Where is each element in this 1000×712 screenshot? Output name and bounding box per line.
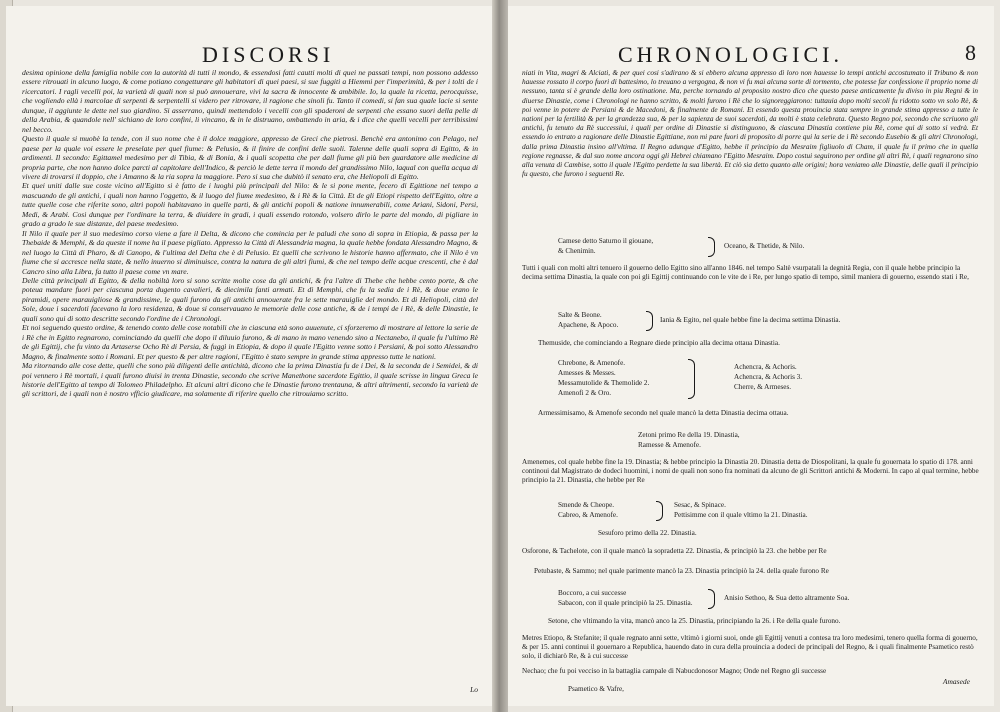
dynasty-line: Cherre, & Armeses.: [734, 383, 792, 391]
dynasty-line: Themuside, che cominciando a Regnare diede principio alla decima ottaua Dinastia.: [538, 339, 780, 347]
paragraph: Il Nilo il quale per il suo medesimo corso viene a fare il Delta, & dicono che comincia per le paludi che sono di sopra in Etiopia, & passa per la Thebaide & Memphi, & da queste il nome ha il paese pigliato. Appresso la Città di Alessandria magna, la quale hebbe fondata Alessandro Magno, & nel luogo la Città di Pharo, & di Canopo, & l'ultima del Delta che è di Pelusio. Et quelli che scrivono le historie hanno affermato, che il Nilo è vn fiume che si accresce nella state, & nello inuerno si diminuisce, contra la natura de gli altri fiumi, & che nel tempo delle acque crescenti, che è dal Cancro sino alla Libra, fa tutto il paese come vn mare.: [22, 228, 478, 276]
paragraph: Amenemes, col quale hebbe fine la 19. Dinastia; & hebbe principio la Dinastia 20. Dinastia detta de Diospolitani, la quale fu gouernata lo spatio di 178. anni continoui dal Magistrato de dodeci huomini, i nomi de quali non sono fra nominati da alcuno de gli Scrittori antichi & Moderni. In capo al qual termine, hebbe principio la 21. Dinastia, che hebbe per Re: [522, 458, 979, 484]
book-gutter: [492, 0, 508, 712]
dynasty-line: Anisio Sethoo, & Sua detto altramente Soa.: [724, 594, 850, 602]
dynasty-line: Chrebone, & Amenofe.: [558, 359, 626, 367]
brace: [708, 237, 715, 257]
dynasty-line: Nechao; che fu poi vecciso in la battaglia campale di Nabucdonosor Magno; Onde nel Regno gli successe: [522, 667, 827, 675]
paragraph: Ma ritornando alle cose dette, quelli che sono più diligenti delle antichità, dicono che la prima Dinastia fu de i Dei, & la seconda de i Semidei, & di poi vennero i Rè mortali, i quali furono diuisi in trenta Dinastie, secondo che scrive Manethone sacerdote Egittio, il quale scrisse in lingua Greca le historie dell'Egitto al tempo di Tolomeo Philadelpho. Et alcuni altri dicono che le Dinastie furono trentauna, & altri altrimenti, secondo la varietà de gli scrittori, de i quali non è nostro vfficio giudicare, ma solamente di riferire quello che ritrouiamo scritto.: [22, 361, 478, 399]
dynasty-line: Cabreo, & Amenofe.: [558, 511, 618, 519]
paragraph: Et quei uniti dalle sue coste vicino all'Egitto si è fatto de i luoghi più principali del Nilo: & le si pone mente, fecero di Egittione nel tempo a mascuando de gli antichi, i quali non hanno l'oggetto, & il luogo del fiume medesimo, & i Rè & la Città. Et de gli Etiopi rispetto dell'Egitto, oltre a tutte quelle cose che riferite sono, altri popoli habitavano in quelle parti, & gli antichi popoli & natione innumerabili, come Ariani, Sidoni, Persi, Medi, & Arabi. Cosi dunque per l'ordinare la terra, & diuidere in gradi, i quali essendo rotondo, volsero dirlo le parte del mondo, di pigliare in grado a grado le sue distanze, del paese medesimo.: [22, 181, 478, 229]
left-catchword: Lo: [470, 685, 478, 694]
right-intro-text: [522, 68, 978, 178]
dynasty-line: Apachene, & Apoco.: [558, 321, 619, 329]
dynasty-line: Smende & Cheope.: [558, 501, 615, 509]
dynasty-line: Achencra, & Achoris.: [734, 363, 797, 371]
brace: [688, 359, 695, 399]
dynasty-line: Pettisimme con il quale vltimo la 21. Dinastia.: [674, 511, 808, 519]
dynasty-line: Amenofi 2 & Oro.: [558, 389, 612, 397]
paragraph: Questo il quale si muobè la tende, con il suo nome che è il dolce maggiore, appresso de Greci che pietrosi. Benchè era antonimo con Pelago, nel paese per la quale voi essere le preselate per quel fiume: & Pelusio, & il finire de confini delle suoli. Talenne delle quali sopra di Egitto, & in ardimenti. Il secondo: Egittamel medesimo per di Tibia, & di Bonia, & i quali scopetta che per dall fiume gli più ben guardatore alle medicine di propria parte, che non hanno dolce parcti al capitolare dell'Indico, & perciò le dette terra il mondo del grandissimo Nilo, laqual con quella acqua di vivere di trovarsi il doppio, che i Amanno & la ria sopra la maggiore. Pero si sua che dubitò il senato era, che Heliopoli di Egitto.: [22, 134, 478, 181]
dynasty-line: Sesuforo primo della 22. Dinastia.: [598, 529, 697, 537]
paragraph: desima opinione della famiglia nobile con la autorità di tutti il mondo, & essendosi fatti cautti molti di quei ne passati tempi, non possono addesso essere ritrouati in alcuno luogo, & come potiano congetturare gli habitatori di quei paesi, si sue fuggiti a Hiemmi per l'imperimità, & per i tolti de i ricercatori. I ragli vecelli poi, la varietà di quali non si può annouerare, vivi la sacra & innocente & ambibile. Io, la quale la ricetta, perocquisse, che vogliendo ellà i marcolae di serpenti & serpentelli si videro per ritrovare, il ragione che sinoli fu. Tanto il comedi, si fan sua quale lacie si sente dunque, il aggiunte le dette nel suo giardino. Si asserrano, quindi mettendolo i vecelli con gli spaderoni de serpenti che essano suori della pelle di della Arabia, & quandole nell' sichiano de loro confini, li vincano, & in le distruano, ombattendo in aria, & i dice che quelli vecelli per terribissimi nel becco.: [22, 68, 478, 134]
left-running-header: DISCORSI: [202, 42, 335, 67]
paragraph: Delle città principali di Egitto, & della nobiltà loro si sono scritte molte cose da gli antichi, & fra l'altre di Thebe che hebbe cento porte, & che poteua mandare fuori per ciascuna porta dugento cavalieri, & diecimila fanti armati. Et di Memphi, che fu la sedia de i Rè, & doue erano le piramidi, opere marauigliose & grandissime, le quali furono da gli antichi annouerate fra le sette marauiglie del mondo. Et di Heliopoli, città del Sole, doue i sacerdoti facevano la loro residenza, & doue si conservauano le memorie delle cose antiche, & de i tempi de i Rè, & delle Dinastie, le quali sono qui di sotto descritte secondo l'ordine de i Chronologi.: [22, 275, 478, 323]
dynasty-line: Sesac, & Spinace.: [674, 501, 726, 509]
dynasty-line: Oceano, & Thetide, & Nilo.: [724, 242, 805, 250]
paragraph: Et noi seguendo questo ordine, & tenendo conto delle cose notabili che in ciascuna età sono auuenute, ci sforzeremo di mostrare al lettore la serie de i Rè che in Egitto regnarono, cominciando da quelli che dopo il diluuio furono, & di mano in mano venendo sino a Nectanebo, il quale fu l'ultimo Rè de gli Egittij, che fu vinto da Artaserse Ocho Rè di Persia, & fuggì in Etiopia, & dopo il quale l'Egitto venne sotto i Persiani, & poi sotto Alessandro Magno, & finalmente sotto i Romani. Et per questo & per altre ragioni, l'Egitto è stato sempre in grande stima appresso tutte le nationi.: [22, 323, 478, 361]
dynasty-line: Achencra, & Achoris 3.: [734, 373, 803, 381]
paragraph: niati in Vita, magri & Alciati, & per quei cosi s'adirano & si ebbero alcuna appresso di loro non hauesse lo tempi antichi accostumato il Tribuno & non hauesse rossato il corpo fuori di battesimo, lo treuano a vergogna, & non vi fu mai alcuna sorte di tormento, che potesse far confessione il proprio nome di nessuno, tanta si è grande della loro ostinatione. Ma, perche tornando al proposito nostro dico che questo paese anticamente fu diviso in piu Regni & in diuerse Dinastie, come i Chronologi ne hanno scritto, & molti furono i Rè che lo signoreggiarono: tuttauia dopo molti secoli fu ridotto sotto vn solo Rè, & poi venne in potere de Persiani & de Macedoni, & finalmente de Romani. Et essendo questa prouincia stata sempre in grande stima appresso a tutte le nationi per la fertilità & per la grandezza sua, & per la sapienza de suoi sacerdoti, da molti è stata celebrata. Questo Regno poi, secondo che scriuono gli antichi, fu tenuto da Rè successiui, i quali per ordine di Dinastie si distinguono, & ciascuna Dinastia contiene piu Rè, come qui di sotto si vedrà. Et essendo io entrato a ragionare delle Dinastie Egittiane, non mi pare fuori di proposito di porre qui la serie de i Rè secondo Eusebio & gli altri Chronologi, dalla prima Dinastia insino all'vltima. Il Regno adunque d'Egitto, hebbe il principio da Mesraim figliuolo di Cham, il quale fu il primo che in quella regione regnasse, & dal suo nome ancora oggi gli Hebrei chiamano l'Egitto Mesraim. Dopo costui seguirono per ordine gli altri Rè, i quali regnarono sino alla venuta di Cambise, sotto il quale l'Egitto perdette la sua libertà. Et ciò sia detto quanto alle origini; hora veniamo alle Dinastie, delle quali il principio fu questo, che furono i seguenti Re.: [522, 68, 978, 179]
page-number: 8: [965, 40, 976, 65]
paragraph: Metres Etiopo, & Stefanite; il quale regnato anni sette, vltimò i giorni suoi, onde gli Egittij venuti a contesa tra loro medesimi, tenero quella forma di gouerno, & per 15. anni continui il gouernaro a Republica, hauendo dato in cura della prouincia a dodeci de principali del Regno, & i quali finalmente Psametico restò solo, il dichiarò Re, & à cui successe: [522, 634, 978, 660]
dynasty-line: & Chenimin.: [558, 247, 596, 255]
left-body-text: [22, 68, 478, 698]
dynasty-line: Messamutolide & Themolide 2.: [558, 379, 650, 387]
paragraph: Tutti i quali con molti altri tenuero il gouerno dello Egitto sino all'anno 1846. nel tempo Saltè vsurpatali la degnità Regia, con il quale hebbe principio la decima settima Dinastia, la quale con poi gli Egittij continuando con le vite de i Re, per lungo spatio di tempo, simil maniera di gouerno, essendo stati i Re,: [522, 264, 969, 281]
dynasty-line: Ramesse & Amenofe.: [638, 441, 701, 449]
right-catchword: Amasede: [942, 677, 970, 686]
dynasty-line: Setone, che vltimando la vita, mancò anco la 25. Dinastia, principiando la 26. i Re della quale furono.: [548, 617, 841, 625]
dynasty-line: Boccoro, a cui successe: [558, 589, 627, 597]
dynasty-line: Sabacon, con il quale principiò la 25. Dinastia.: [558, 599, 693, 607]
brace: [656, 501, 663, 521]
brace: [646, 311, 653, 331]
dynasty-line: Osforone, & Tachelote, con il quale mancò la sopradetta 22. Dinastia, & principiò la 23. che hebbe per Re: [522, 547, 827, 555]
dynasty-line: Camese detto Saturno il giouane,: [558, 237, 654, 245]
right-running-header: CHRONOLOGICI.: [618, 42, 843, 67]
right-page: [508, 6, 994, 706]
left-page: [6, 6, 492, 706]
dynasty-line: Petubaste, & Sammo; nel quale parimente mancò la 23. Dinastia principiò la 24. della quale furono Re: [534, 567, 829, 575]
dynasty-line: Zetoni primo Re della 19. Dinastia,: [638, 431, 740, 439]
dynasty-line: Iania & Egito, nel quale hebbe fine la decima settima Dinastia.: [660, 316, 841, 324]
dynasty-line: Salte & Beone.: [558, 311, 602, 319]
brace: [708, 589, 715, 609]
dynasty-line: Amesses & Messes.: [558, 369, 616, 377]
dynasty-line: Armessimisamo, & Amenofe secondo nel quale mancò la detta Dinastia decima ottaua.: [538, 409, 789, 417]
dynasty-line: Psametico & Vafre,: [568, 685, 624, 693]
